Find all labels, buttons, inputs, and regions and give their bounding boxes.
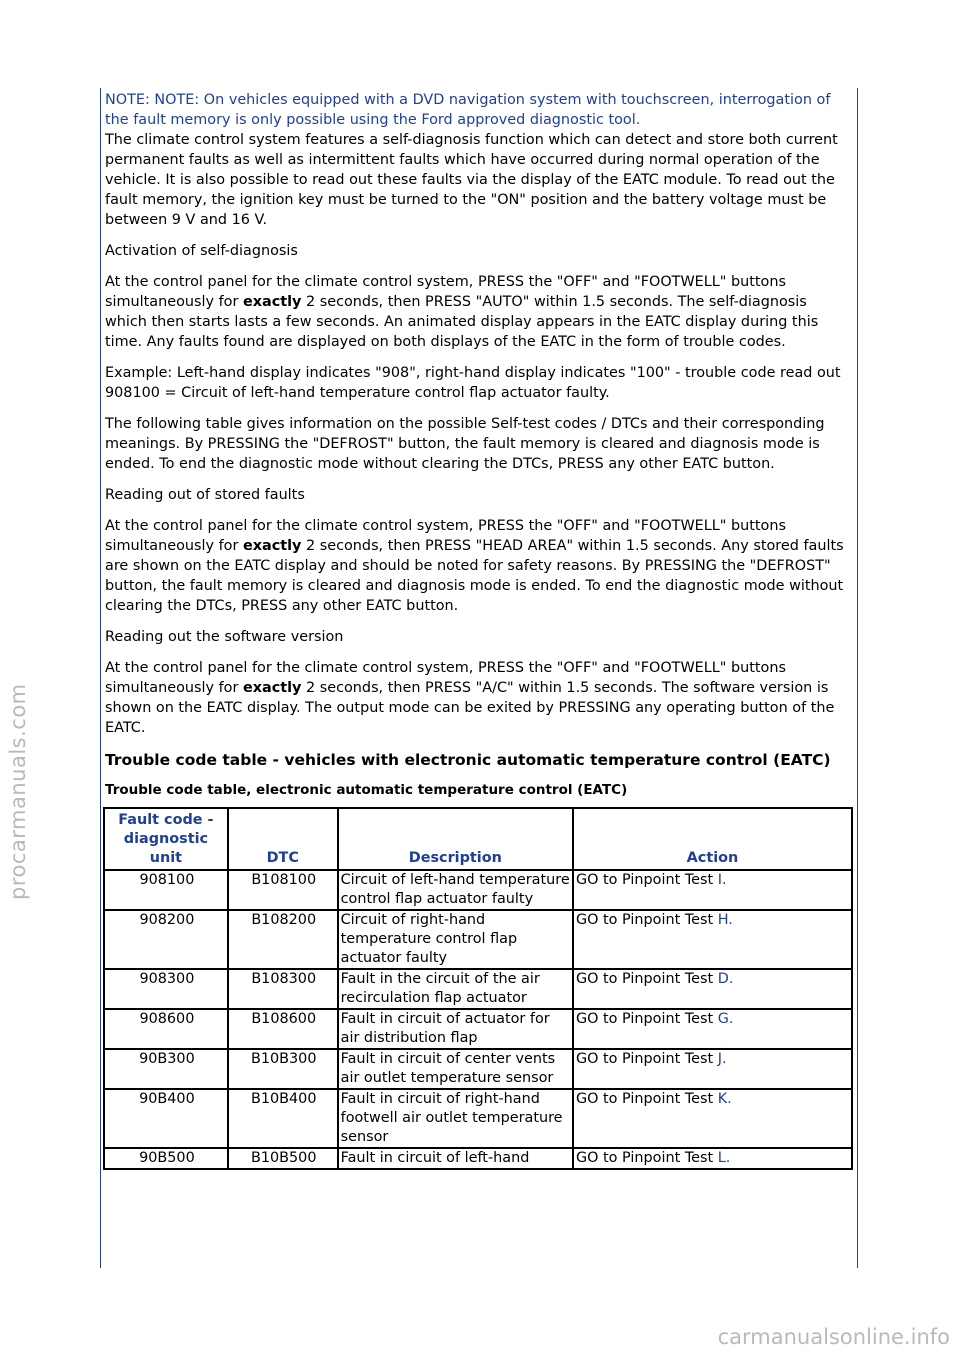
header-description: Description: [338, 808, 573, 870]
header-fault-code: Fault code - diagnostic unit: [104, 808, 228, 870]
document-body: [105, 90, 853, 1170]
pinpoint-test-link[interactable]: I.: [717, 872, 727, 888]
pinpoint-test-link[interactable]: L.: [717, 1150, 731, 1166]
dtc-cell: B108600: [228, 1009, 338, 1049]
intro-paragraph: The climate control system features a self-diagnosis function which can detect and store both current permanent faults as well as intermittent faults which have occurred during normal operation of the vehicle. It is also possible to read out these faults via the display of the EATC module. To read out the fault memory, the ignition key must be turned to the "ON" position and the battery voltage must be between 9 V and 16 V.: [105, 132, 838, 228]
table-row: [104, 1049, 852, 1089]
description-cell: Circuit of right-hand temperature control flap actuator faulty: [338, 910, 573, 969]
header-dtc: DTC: [228, 808, 338, 870]
dtc-cell: B10B500: [228, 1148, 338, 1169]
dtc-cell: B108100: [228, 870, 338, 910]
action-cell: GO to Pinpoint Test G.: [573, 1009, 852, 1049]
dtc-cell: B10B400: [228, 1089, 338, 1148]
description-cell: Fault in circuit of center vents air outlet temperature sensor: [338, 1049, 573, 1089]
fault-code-cell: 90B400: [104, 1089, 228, 1148]
fault-code-cell: 908200: [104, 910, 228, 969]
pinpoint-test-link[interactable]: D.: [717, 971, 734, 987]
fault-code-cell: 90B500: [104, 1148, 228, 1169]
fault-code-cell: 908100: [104, 870, 228, 910]
action-cell: GO to Pinpoint Test L.: [573, 1148, 852, 1169]
trouble-code-table: [103, 807, 853, 1170]
table-row: [104, 969, 852, 1009]
table-row: [104, 1089, 852, 1148]
table-info-paragraph: The following table gives information on the possible Self-test codes / DTCs and their corresponding meanings. By PRESSING the "DEFROST" button, the fault memory is cleared and diagnosis mode is ended. To end the diagnostic mode without clearing the DTCs, PRESS any other EATC button.: [105, 416, 825, 472]
bottom-watermark: carmanualsonline.info: [717, 1325, 950, 1349]
stored-faults-paragraph: At the control panel for the climate control system, PRESS the "OFF" and "FOOTWELL" buttons simultaneously for exactly 2 seconds, then PRESS "HEAD AREA" within 1.5 seconds. Any stored faults are shown on the EATC display and should be noted for safety reasons. By PRESSING the "DEFROST" button, the fault memory is cleared and diagnosis mode is ended. To end the diagnostic mode without clearing the DTCs, PRESS any other EATC button.: [105, 518, 844, 614]
trouble-code-caption: Trouble code table, electronic automatic temperature control (EATC): [105, 782, 628, 798]
table-row: [104, 1148, 852, 1169]
pinpoint-test-link[interactable]: G.: [717, 1011, 734, 1027]
fault-code-cell: 908300: [104, 969, 228, 1009]
software-version-paragraph: At the control panel for the climate control system, PRESS the "OFF" and "FOOTWELL" buttons simultaneously for exactly 2 seconds, then PRESS "A/C" within 1.5 seconds. The software version is shown on the EATC display. The output mode can be exited by PRESSING any operating button of the EATC.: [105, 660, 835, 736]
description-cell: Circuit of left-hand temperature control flap actuator faulty: [338, 870, 573, 910]
pinpoint-test-link[interactable]: K.: [717, 1091, 732, 1107]
trouble-code-title: Trouble code table - vehicles with electronic automatic temperature control (EATC): [105, 751, 831, 769]
dtc-cell: B10B300: [228, 1049, 338, 1089]
stored-faults-heading: Reading out of stored faults: [105, 487, 305, 503]
side-watermark: procarmanuals.com: [6, 683, 30, 900]
pinpoint-test-link[interactable]: J.: [717, 1051, 727, 1067]
example-paragraph: Example: Left-hand display indicates "908", right-hand display indicates "100" - trouble code read out 908100 = Circuit of left-hand temperature control flap actuator faulty.: [105, 365, 841, 401]
fault-code-cell: 908600: [104, 1009, 228, 1049]
table-header-row: [104, 808, 852, 870]
fault-code-cell: 90B300: [104, 1049, 228, 1089]
action-cell: GO to Pinpoint Test D.: [573, 969, 852, 1009]
description-cell: Fault in circuit of right-hand footwell air outlet temperature sensor: [338, 1089, 573, 1148]
pinpoint-test-link[interactable]: H.: [717, 912, 733, 928]
description-cell: Fault in circuit of actuator for air distribution flap: [338, 1009, 573, 1049]
dtc-cell: B108200: [228, 910, 338, 969]
action-cell: GO to Pinpoint Test J.: [573, 1049, 852, 1089]
table-row: [104, 870, 852, 910]
software-version-heading: Reading out the software version: [105, 629, 344, 645]
dvd-note: NOTE: NOTE: On vehicles equipped with a DVD navigation system with touchscreen, interrogation of the fault memory is only possible using the Ford approved diagnostic tool.: [105, 92, 831, 128]
table-row: [104, 910, 852, 969]
action-cell: GO to Pinpoint Test K.: [573, 1089, 852, 1148]
activation-heading: Activation of self-diagnosis: [105, 243, 298, 259]
action-cell: GO to Pinpoint Test H.: [573, 910, 852, 969]
description-cell: Fault in circuit of left-hand: [338, 1148, 573, 1169]
dtc-cell: B108300: [228, 969, 338, 1009]
activation-paragraph: At the control panel for the climate control system, PRESS the "OFF" and "FOOTWELL" buttons simultaneously for exactly 2 seconds, then PRESS "AUTO" within 1.5 seconds. The self-diagnosis which then starts lasts a few seconds. An animated display appears in the EATC display during this time. Any faults found are displayed on both displays of the EATC in the form of trouble codes.: [105, 274, 819, 350]
header-action: Action: [573, 808, 852, 870]
table-row: [104, 1009, 852, 1049]
action-cell: GO to Pinpoint Test I.: [573, 870, 852, 910]
description-cell: Fault in the circuit of the air recirculation flap actuator: [338, 969, 573, 1009]
